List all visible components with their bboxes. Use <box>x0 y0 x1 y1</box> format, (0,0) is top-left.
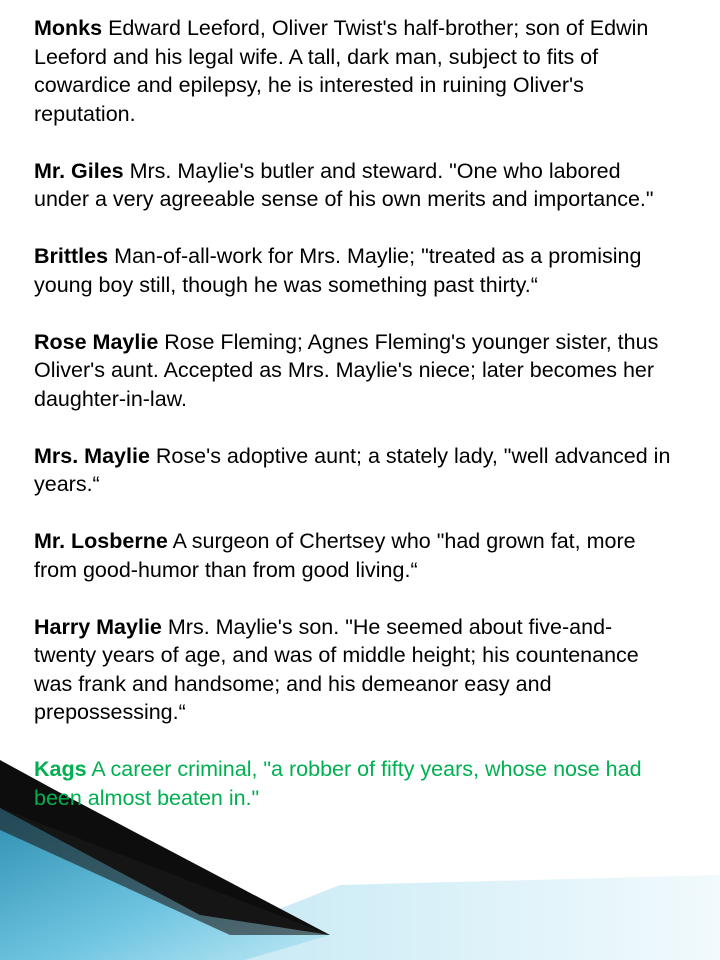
character-description: Rose Fleming; Agnes Fleming's younger sister, thus Oliver's aunt. Accepted as Mrs. Maylie's niece; later becomes her daughter-in-law. <box>34 329 659 411</box>
character-entry-rose-maylie <box>34 328 674 414</box>
character-description: Edward Leeford, Oliver Twist's half-brother; son of Edwin Leeford and his legal wife. A tall, dark man, subject to fits of cowardice and epilepsy, he is interested in ruining Oliver's reputation. <box>34 16 649 126</box>
character-entry-monks <box>34 14 674 128</box>
character-entry-brittles <box>34 242 674 299</box>
character-description: Rose's adoptive aunt; a stately lady, "well advanced in years.“ <box>34 443 671 496</box>
character-entry-kags <box>34 755 674 812</box>
character-entry-mr-giles <box>34 157 674 214</box>
character-description: Man-of-all-work for Mrs. Maylie; "treated as a promising young boy still, though he was something past thirty.“ <box>34 244 642 297</box>
character-description: Mrs. Maylie's son. "He seemed about five-and-twenty years of age, and was of middle height; his countenance was frank and handsome; and his demeanor easy and prepossessing.“ <box>34 614 639 724</box>
character-name: Mr. Giles <box>34 158 124 183</box>
character-entry-harry-maylie <box>34 613 674 727</box>
character-description: Mrs. Maylie's butler and steward. "One who labored under a very agreeable sense of his own merits and importance." <box>34 158 654 211</box>
character-name: Brittles <box>34 244 109 268</box>
character-name: Rose Maylie <box>34 329 159 354</box>
character-description: A career criminal, "a robber of fifty years, whose nose had been almost beaten in." <box>34 757 642 810</box>
character-name: Mrs. Maylie <box>34 443 150 468</box>
character-list <box>34 14 674 812</box>
character-entry-mrs-maylie <box>34 442 674 499</box>
character-name: Monks <box>34 16 103 40</box>
character-name: Kags <box>34 757 87 781</box>
character-name: Mr. Losberne <box>34 529 168 553</box>
character-name: Harry Maylie <box>34 614 162 639</box>
character-entry-mr-losberne <box>34 527 674 584</box>
character-description: A surgeon of Chertsey who "had grown fat, more from good-humor than from good living.“ <box>34 529 636 582</box>
